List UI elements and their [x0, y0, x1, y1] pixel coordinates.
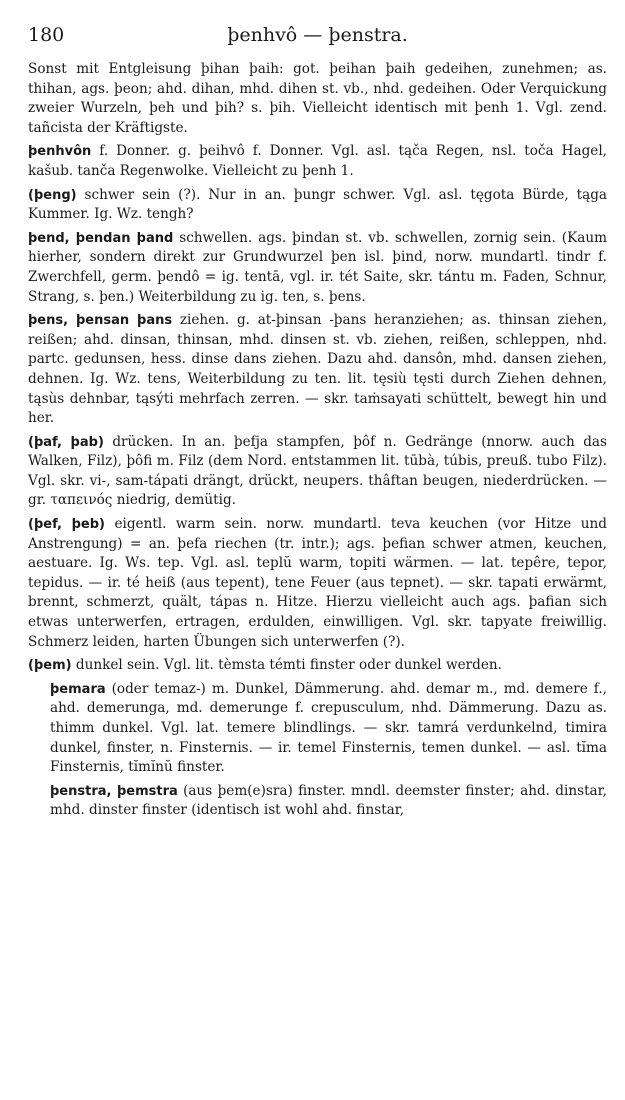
entry-text: dunkel sein. Vgl. lit. tèmsta témti finster oder dunkel werden. — [71, 657, 502, 674]
entry-list — [28, 52, 607, 821]
entry-headword: (þef, þeb) — [28, 517, 105, 533]
entry-headword: þens, þensan þans — [28, 313, 173, 329]
entry-headword: þenhvôn — [28, 144, 92, 160]
entry-continuation — [28, 60, 607, 138]
entry-text: schwellen. ags. þindan st. vb. schwellen, zornig sein. (Kaum hierher, sondern direkt zur Grundwurzel þen isl. þind, norw. mundartl. tindr f. Zwerchfell, germ. þendô = ig. tentā, vgl. ir. tét Saite, skr. tántu m. Faden, Schnur, Strang, s. þen.) Weiterbildung zu ig. ten, s. þens. — [28, 229, 607, 305]
entry-headword: þend, þendan þand — [28, 230, 174, 246]
entry-thenhvon — [28, 142, 607, 181]
entry-them — [28, 656, 607, 676]
entry-thend — [28, 229, 607, 307]
entry-thaf — [28, 433, 607, 511]
page-number: 180 — [28, 24, 65, 46]
entry-text: ziehen. g. at-þinsan -þans heranziehen; as. thinsan ziehen, reißen; ahd. dinsan, thinsan, mhd. dinsen st. vb. ziehen, reißen, schleppen, nhd. partc. gedunsen, hess. dinse dans ziehen. Dazu ahd. dansôn, mhd. dansen ziehen, dehnen. Ig. Wz. tens, Weiterbildung zu ten. lit. tęsiù tęsti durch Ziehen dehnen, tąsùs dehnbar, tąsýti mehrfach zerren. — skr. taṁsayati schüttelt, bewegt hin und her. — [28, 312, 607, 427]
entry-text: Sonst mit Entgleisung þihan þaih: got. þeihan þaih gedeihen, zunehmen; as. thihan, ags. þeon; ahd. dihan, mhd. dihen st. vb., nhd. gedeihen. Oder Verquickung zweier Wurzeln, þeh und þih? s. þih. Vielleicht identisch mit þenh 1. Vgl. zend. tañcista der Kräftigste. — [28, 61, 607, 136]
entry-text: drücken. In an. þefja stampfen, þôf n. Gedränge (nnorw. auch das Walken, Filz), þôfi m. Filz (dem Nord. entstammen lit. tūbà, túbis, preuß. tubo Filz). Vgl. skr. vi-, sam-tápati drängt, drückt, neupers. thâftan beugen, niederdrücken. — gr. ταπεινός niedrig, demütig. — [28, 433, 607, 509]
entry-thens — [28, 311, 607, 429]
entry-headword: (þeng) — [28, 187, 77, 203]
entry-headword: þemara — [50, 681, 106, 697]
page-header — [28, 0, 607, 52]
entry-text: f. Donner. g. þeihvô f. Donner. Vgl. asl. tąča Regen, nsl. toča Hagel, kašub. tanča Regenwolke. Vielleicht zu þenh 1. — [28, 143, 607, 179]
entry-headword: (þaf, þab) — [28, 434, 104, 450]
entry-thef — [28, 515, 607, 652]
entry-text: eigentl. warm sein. norw. mundartl. teva keuchen (vor Hitze und Anstrengung) = an. þefa riechen (tr. intr.); ags. þefian schwer atmen, keuchen, aestuare. Ig. Ws. tep. Vgl. asl. teplŭ warm, topiti wärmen. — lat. tepêre, tepor, tepidus. — ir. té heiß (aus tepent), tene Feuer (aus tepnet). — skr. tapati erwärmt, brennt, schmerzt, quält, tápas n. Hitze. Hierzu vielleicht auch ags. þafian sich etwas unterwerfen, ertragen, erdulden, einwilligen. Vgl. skr. tapyate freiwillig. Schmerz leiden, harten Übungen sich unterwerfen (?). — [28, 516, 608, 650]
entry-headword: (þem) — [28, 658, 72, 674]
entry-thenstra — [50, 782, 607, 821]
entry-themara — [50, 680, 607, 778]
entry-headword: þenstra, þemstra — [50, 783, 178, 799]
entry-text: (aus þem(e)sra) finster. mndl. deemster finster; ahd. dinstar, mhd. dinster finster (identisch ist wohl ahd. finstar, — [50, 782, 607, 819]
entry-text: (oder temaz-) m. Dunkel, Dämmerung. ahd. demar m., md. demere f., ahd. demerunga, md. demerunge f. crepusculum, nhd. Dämmerung. Dazu as. thimm dunkel. Vgl. lat. temere blindlings. — skr. tamrá verdunkelnd, timira dunkel, finster, n. Finsternis. — ir. temel Finsternis, temen dunkel. — asl. tĭma Finsternis, tĭmĭnŭ finster. — [50, 680, 607, 776]
entry-theng — [28, 186, 607, 225]
running-head: þenhvô — þenstra. — [227, 24, 408, 46]
entry-text: schwer sein (?). Nur in an. þungr schwer. Vgl. asl. tęgota Bürde, tąga Kummer. Ig. Wz. tengh? — [28, 186, 607, 223]
